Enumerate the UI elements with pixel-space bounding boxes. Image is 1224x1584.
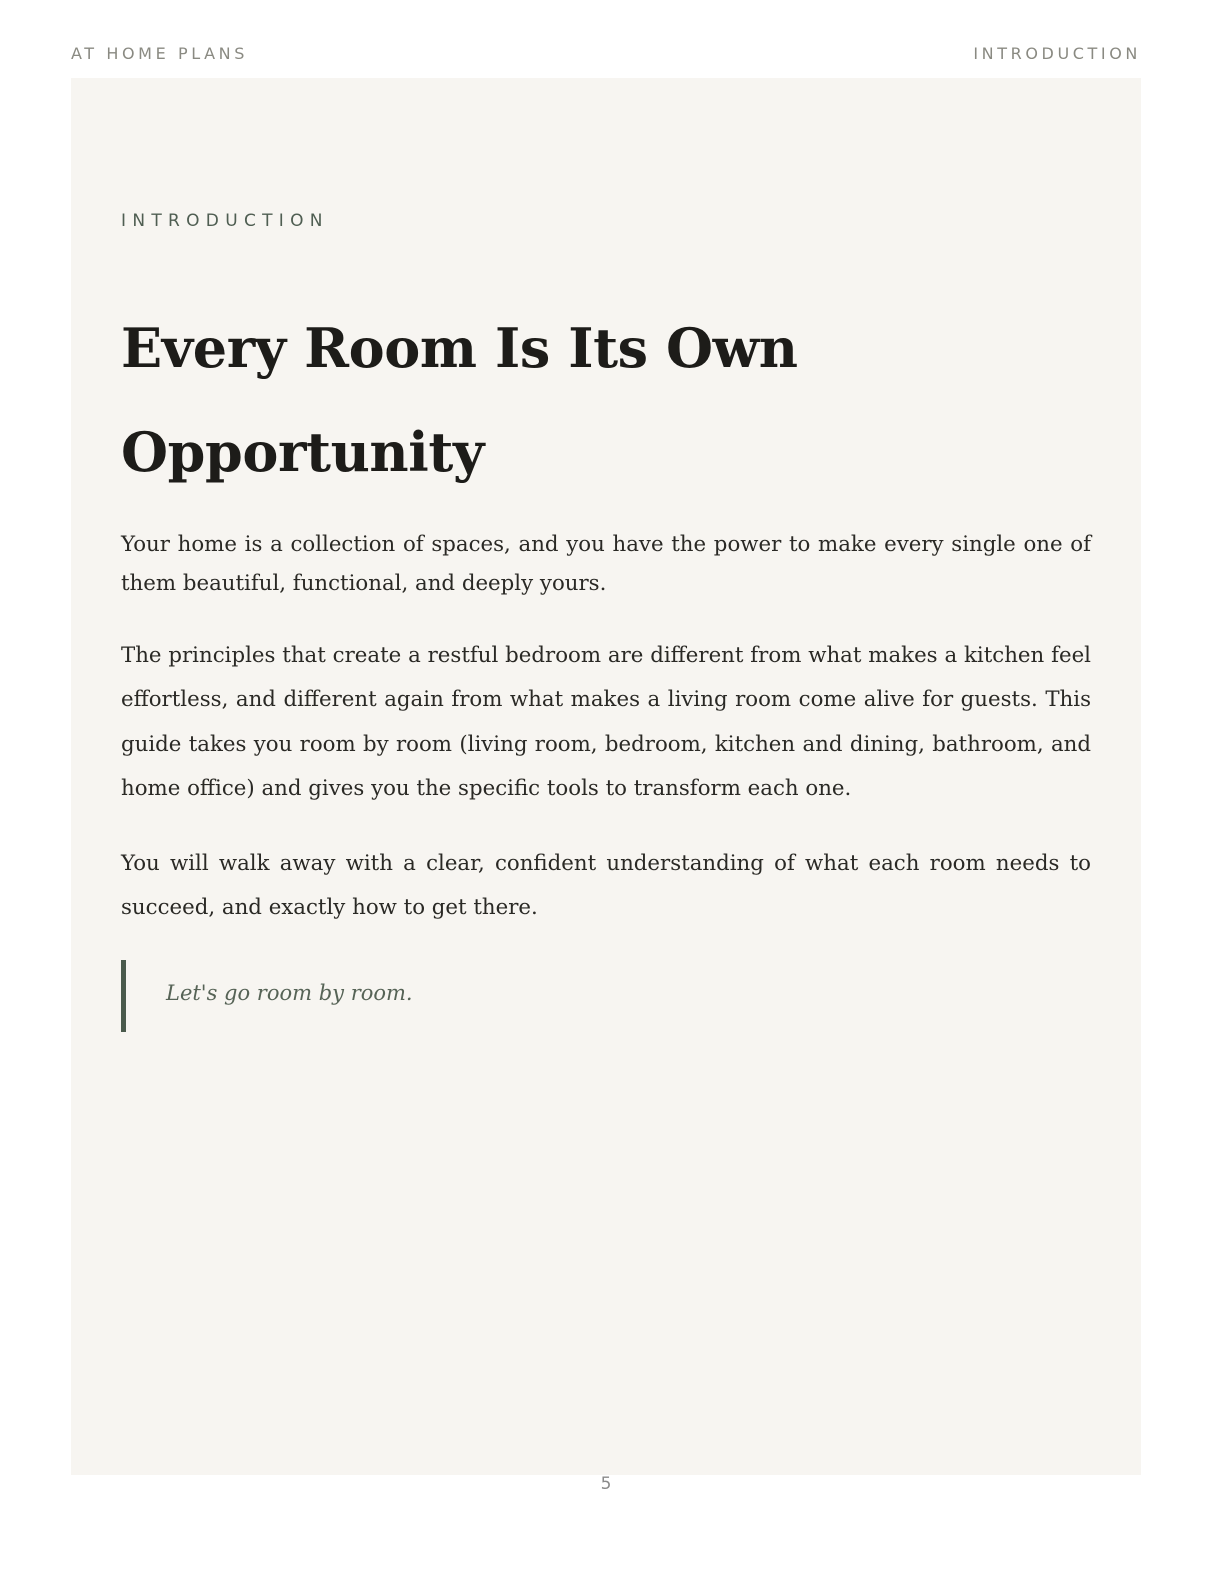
page-number: 5 [600, 1474, 612, 1494]
pullquote-bar [121, 960, 126, 1032]
page-title: Every Room Is Its Own Opportunity [121, 316, 798, 484]
running-header [71, 44, 1141, 64]
intro-paragraph-2: The principles that create a restful bedroom are different from what makes a kitchen feel effortless, and different again from what makes a living room come alive for guests. This guide takes you room by room (living room, bedroom, kitchen and dining, bathroom, and home office) and gives you the specific tools to transform each one. [121, 643, 1091, 801]
intro-paragraph-1: Your home is a collection of spaces, and you have the power to make every single one of them beautiful, functional, and deeply yours. [121, 532, 1091, 596]
pullquote [121, 960, 721, 1032]
publication-name: AT HOME PLANS [71, 44, 248, 63]
section-eyebrow: INTRODUCTION [121, 211, 329, 231]
pullquote-text: Let's go room by room. [166, 981, 413, 1005]
section-name: INTRODUCTION [973, 44, 1141, 63]
intro-paragraph-3: You will walk away with a clear, confident understanding of what each room needs to succeed, and exactly how to get there. [121, 851, 1091, 920]
